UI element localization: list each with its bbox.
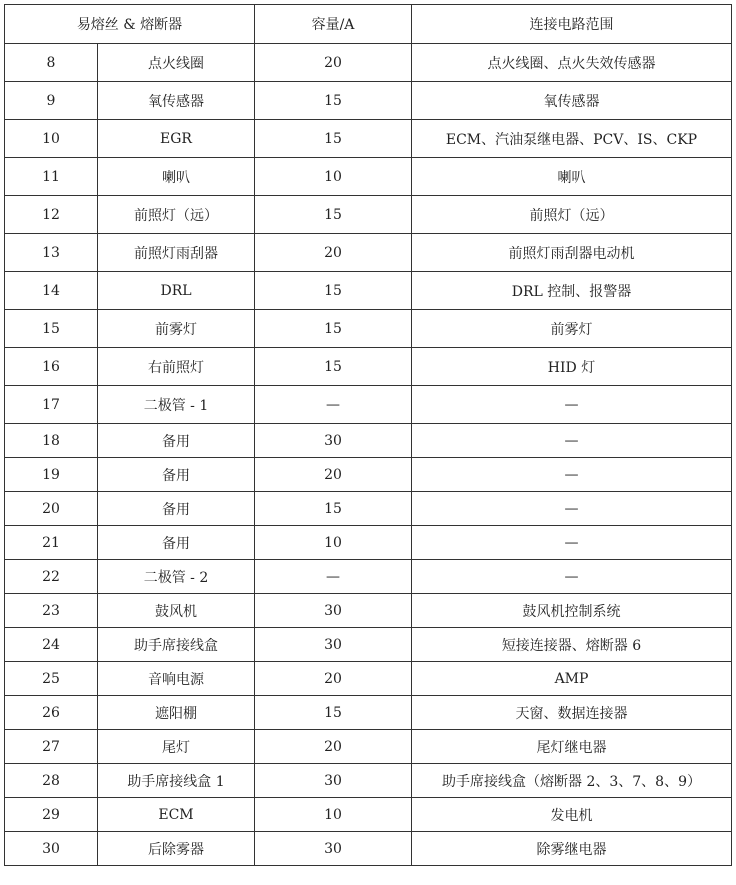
fuse-capacity: 10 [255, 526, 412, 560]
fuse-name: 二极管 - 1 [98, 386, 255, 424]
circuit-range: 前照灯雨刮器电动机 [412, 234, 732, 272]
table-row [5, 424, 732, 458]
table-row [5, 310, 732, 348]
circuit-range: 助手席接线盒（熔断器 2、3、7、8、9） [412, 764, 732, 798]
fuse-capacity: 15 [255, 310, 412, 348]
fuse-name: 助手席接线盒 [98, 628, 255, 662]
fuse-number: 21 [5, 526, 98, 560]
fuse-number: 8 [5, 44, 98, 82]
table-row [5, 492, 732, 526]
table-row [5, 696, 732, 730]
fuse-capacity: 30 [255, 764, 412, 798]
fuse-name: ECM [98, 798, 255, 832]
circuit-range: — [412, 458, 732, 492]
fuse-capacity: 20 [255, 662, 412, 696]
fuse-name: 氧传感器 [98, 82, 255, 120]
circuit-range: 前照灯（远） [412, 196, 732, 234]
circuit-range: DRL 控制、报警器 [412, 272, 732, 310]
fuse-table [4, 4, 732, 866]
fuse-capacity: 20 [255, 458, 412, 492]
circuit-range: 喇叭 [412, 158, 732, 196]
table-row [5, 628, 732, 662]
fuse-name: EGR [98, 120, 255, 158]
circuit-range: 尾灯继电器 [412, 730, 732, 764]
fuse-name: 鼓风机 [98, 594, 255, 628]
fuse-capacity: 15 [255, 196, 412, 234]
fuse-capacity: 15 [255, 348, 412, 386]
table-row [5, 82, 732, 120]
fuse-number: 30 [5, 832, 98, 866]
fuse-name: DRL [98, 272, 255, 310]
fuse-name: 备用 [98, 458, 255, 492]
circuit-range: — [412, 492, 732, 526]
fuse-number: 15 [5, 310, 98, 348]
fuse-number: 26 [5, 696, 98, 730]
fuse-number: 23 [5, 594, 98, 628]
table-row [5, 234, 732, 272]
table-row [5, 662, 732, 696]
fuse-number: 25 [5, 662, 98, 696]
fuse-name: 二极管 - 2 [98, 560, 255, 594]
fuse-number: 20 [5, 492, 98, 526]
fuse-capacity: 20 [255, 234, 412, 272]
fuse-capacity: 10 [255, 158, 412, 196]
circuit-range: 短接连接器、熔断器 6 [412, 628, 732, 662]
circuit-range: ECM、汽油泵继电器、PCV、IS、CKP [412, 120, 732, 158]
fuse-capacity: 15 [255, 696, 412, 730]
fuse-number: 22 [5, 560, 98, 594]
table-row [5, 44, 732, 82]
fuse-capacity: 10 [255, 798, 412, 832]
fuse-number: 18 [5, 424, 98, 458]
fuse-capacity: 30 [255, 628, 412, 662]
fuse-capacity: 15 [255, 492, 412, 526]
fuse-name: 前照灯雨刮器 [98, 234, 255, 272]
fuse-capacity: 15 [255, 272, 412, 310]
fuse-capacity: 20 [255, 44, 412, 82]
table-row [5, 272, 732, 310]
table-row [5, 196, 732, 234]
table-row [5, 120, 732, 158]
fuse-number: 12 [5, 196, 98, 234]
circuit-range: 点火线圈、点火失效传感器 [412, 44, 732, 82]
fuse-number: 17 [5, 386, 98, 424]
table-row [5, 798, 732, 832]
circuit-range: — [412, 560, 732, 594]
table-row [5, 458, 732, 492]
fuse-name: 音响电源 [98, 662, 255, 696]
header-circuit: 连接电路范围 [412, 5, 732, 44]
fuse-name: 点火线圈 [98, 44, 255, 82]
fuse-capacity: — [255, 560, 412, 594]
fuse-number: 9 [5, 82, 98, 120]
fuse-number: 14 [5, 272, 98, 310]
fuse-capacity: — [255, 386, 412, 424]
circuit-range: 发电机 [412, 798, 732, 832]
circuit-range: — [412, 526, 732, 560]
fuse-name: 尾灯 [98, 730, 255, 764]
table-row [5, 386, 732, 424]
fuse-capacity: 15 [255, 82, 412, 120]
table-row [5, 764, 732, 798]
circuit-range: 天窗、数据连接器 [412, 696, 732, 730]
fuse-number: 13 [5, 234, 98, 272]
fuse-name: 前雾灯 [98, 310, 255, 348]
circuit-range: — [412, 424, 732, 458]
circuit-range: 前雾灯 [412, 310, 732, 348]
header-fuse: 易熔丝 & 熔断器 [5, 5, 255, 44]
table-body [5, 44, 732, 866]
fuse-name: 备用 [98, 492, 255, 526]
fuse-capacity: 15 [255, 120, 412, 158]
table-row [5, 560, 732, 594]
fuse-number: 11 [5, 158, 98, 196]
fuse-number: 19 [5, 458, 98, 492]
fuse-capacity: 30 [255, 424, 412, 458]
circuit-range: AMP [412, 662, 732, 696]
circuit-range: 氧传感器 [412, 82, 732, 120]
fuse-name: 右前照灯 [98, 348, 255, 386]
circuit-range: HID 灯 [412, 348, 732, 386]
fuse-number: 28 [5, 764, 98, 798]
fuse-number: 24 [5, 628, 98, 662]
table-row [5, 832, 732, 866]
fuse-name: 前照灯（远） [98, 196, 255, 234]
fuse-name: 喇叭 [98, 158, 255, 196]
header-capacity: 容量/A [255, 5, 412, 44]
fuse-capacity: 20 [255, 730, 412, 764]
fuse-number: 16 [5, 348, 98, 386]
fuse-name: 助手席接线盒 1 [98, 764, 255, 798]
fuse-capacity: 30 [255, 832, 412, 866]
fuse-number: 27 [5, 730, 98, 764]
table-row [5, 526, 732, 560]
fuse-number: 10 [5, 120, 98, 158]
fuse-name: 后除雾器 [98, 832, 255, 866]
fuse-name: 备用 [98, 424, 255, 458]
circuit-range: 鼓风机控制系统 [412, 594, 732, 628]
circuit-range: 除雾继电器 [412, 832, 732, 866]
table-row [5, 158, 732, 196]
fuse-name: 备用 [98, 526, 255, 560]
table-row [5, 348, 732, 386]
header-row [5, 5, 732, 44]
fuse-capacity: 30 [255, 594, 412, 628]
fuse-number: 29 [5, 798, 98, 832]
circuit-range: — [412, 386, 732, 424]
table-row [5, 730, 732, 764]
fuse-name: 遮阳棚 [98, 696, 255, 730]
table-row [5, 594, 732, 628]
